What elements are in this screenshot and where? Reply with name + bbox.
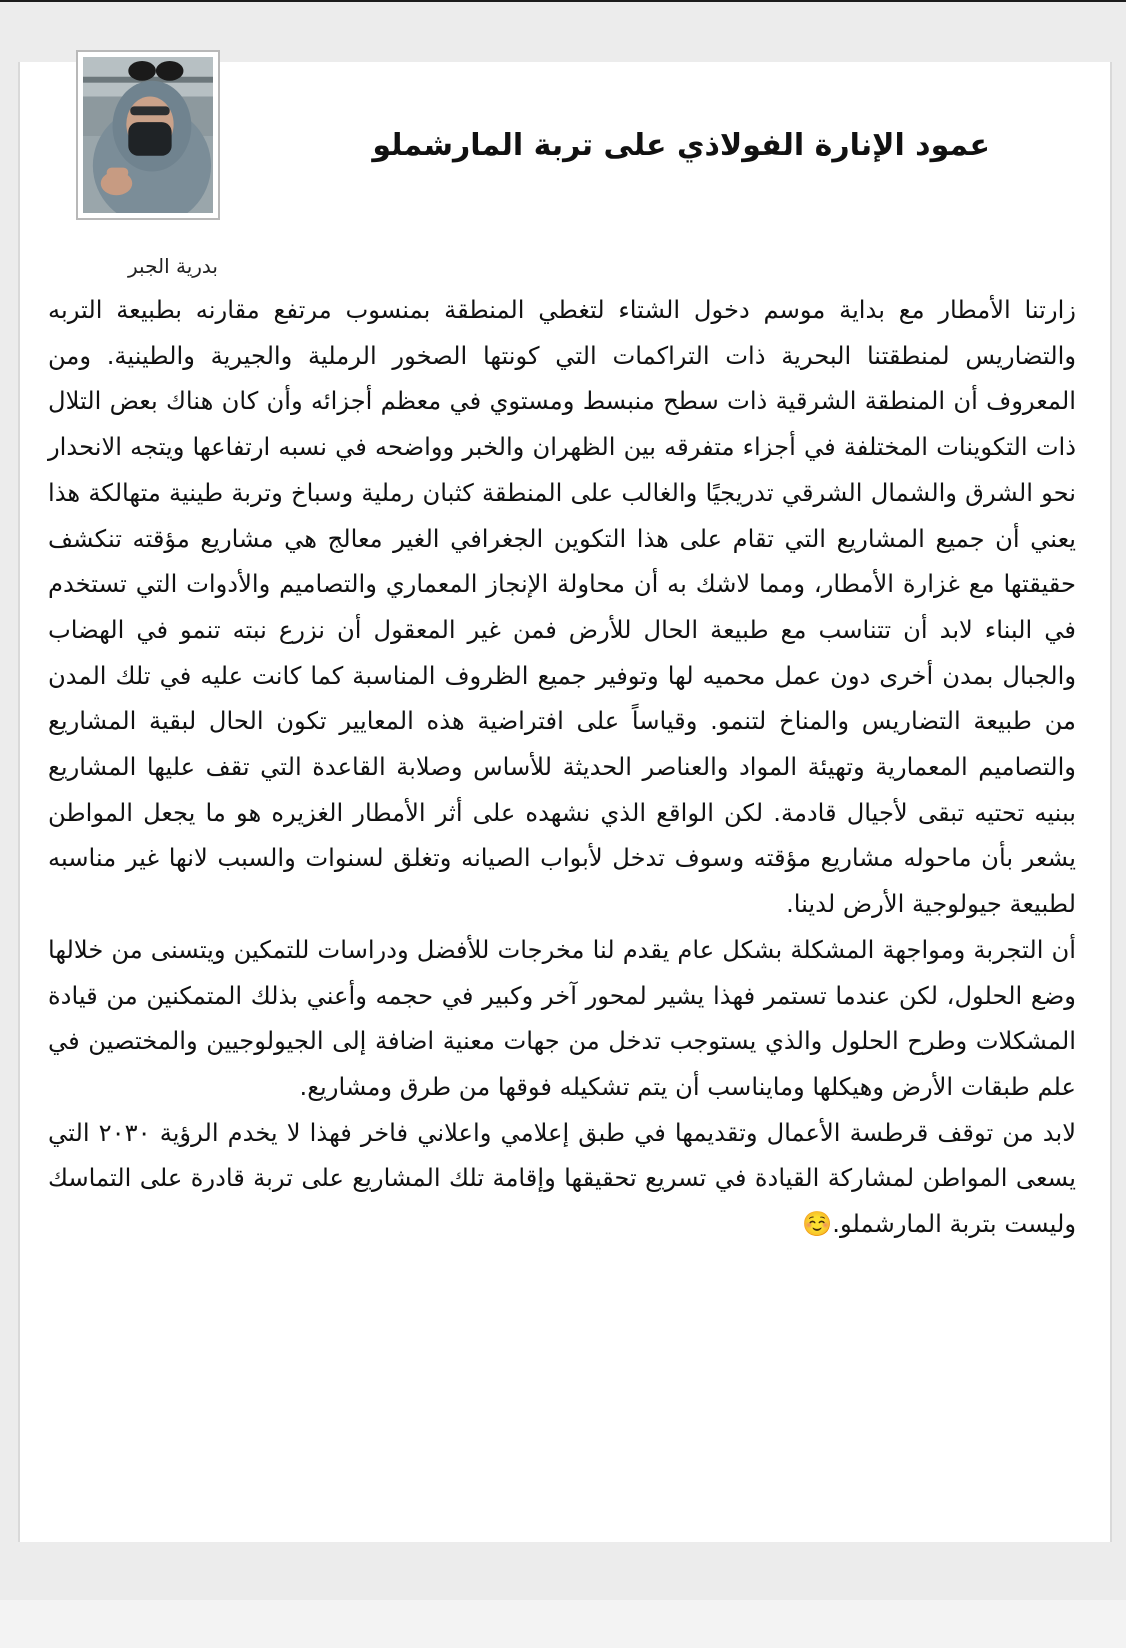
article-body bbox=[48, 288, 1076, 1248]
paragraph-2: أن التجربة ومواجهة المشكلة بشكل عام يقدم لنا مخرجات للأفضل ودراسات للتمكين ويتسنى من خلالها وضع الحلول، لكن عندما تستمر فهذا يشير لمحور آخر وكبير في حجمه وأعني بذلك المتمكنين من قيادة المشكلات وطرح الحلول والذي يستوجب تدخل من جهات معنية اضافة إلى الجيولوجيين والمختصين في علم طبقات الأرض وهيكلها ومايناسب أن يتم تشكيله فوقها من طرق ومشاريع. bbox=[48, 935, 1076, 1101]
author-photo bbox=[83, 57, 213, 213]
author-photo-frame bbox=[76, 50, 220, 220]
author-portrait-icon bbox=[83, 57, 213, 213]
article-title: عمود الإنارة الفولاذي على تربة المارشملو bbox=[372, 128, 990, 163]
paragraph-1: زارتنا الأمطار مع بداية موسم دخول الشتاء لتغطي المنطقة بمنسوب مرتفع مقارنه بطبيعة التربه والتضاريس لمنطقتنا البحرية ذات التراكمات التي كونتها الصخور الرملية والجيرية والطينية. ومن المعروف أن المنطقة الشرقية ذات سطح منبسط ومستوي في معظم أجزائه وأن كان هناك بعض التلال ذات التكوينات المختلفة في أجزاء متفرقه بين الظهران والخبر وواضحه في نسبه ارتفاعها ويتجه الانحدار نحو الشرق والشمال الشرقي تدريجيًا والغالب على المنطقة كثبان رملية وسباخ وتربة طينية متهالكة هذا يعني أن جميع المشاريع التي تقام على هذا التكوين الجغرافي الغير معالج هي مشاريع مؤقته تنكشف حقيقتها مع غزارة الأمطار، ومما لاشك به أن محاولة الإنجاز المعماري والتصاميم والأدوات التي تستخدم في البناء لابد أن تتناسب مع طبيعة الحال للأرض فمن غير المعقول أن نزرع نبته تنمو في الهضاب والجبال بمدن أخرى دون عمل محميه لها وتوفير جميع الظروف المناسبة كما كانت عليه في تلك المدن من طبيعة التضاريس والمناخ لتنمو. وقياساً على افتراضية هذه المعايير تكون الحال لبقية المشاريع والتصاميم المعمارية وتهيئة المواد والعناصر الحديثة للأساس وصلابة القاعدة التي تقف عليها المشاريع ببنيه تحتيه تبقى لأجيال قادمة. لكن الواقع الذي نشهده على أثر الأمطار الغزيره هو ما يجعل المواطن يشعر بأن ماحوله مشاريع مؤقته وسوف تدخل لأبواب الصيانه وتغلق لسنوات والسبب لانها غير مناسبه لطبيعة جيولوجية الأرض لدينا. bbox=[48, 296, 1076, 919]
author-name: بدرية الجبر bbox=[128, 254, 218, 278]
bottom-margin bbox=[0, 1600, 1126, 1648]
top-border bbox=[0, 0, 1126, 2]
paragraph-3: لابد من توقف قرطسة الأعمال وتقديمها في طبق إعلامي واعلاني فاخر فهذا لا يخدم الرؤية ٢٠٣٠ التي يسعى المواطن لمشاركة القيادة في تسريع تحقيقها وإقامة تلك المشاريع على تربة قادرة على التماسك وليست بتربة المارشملو.☺️ bbox=[48, 1118, 1076, 1239]
